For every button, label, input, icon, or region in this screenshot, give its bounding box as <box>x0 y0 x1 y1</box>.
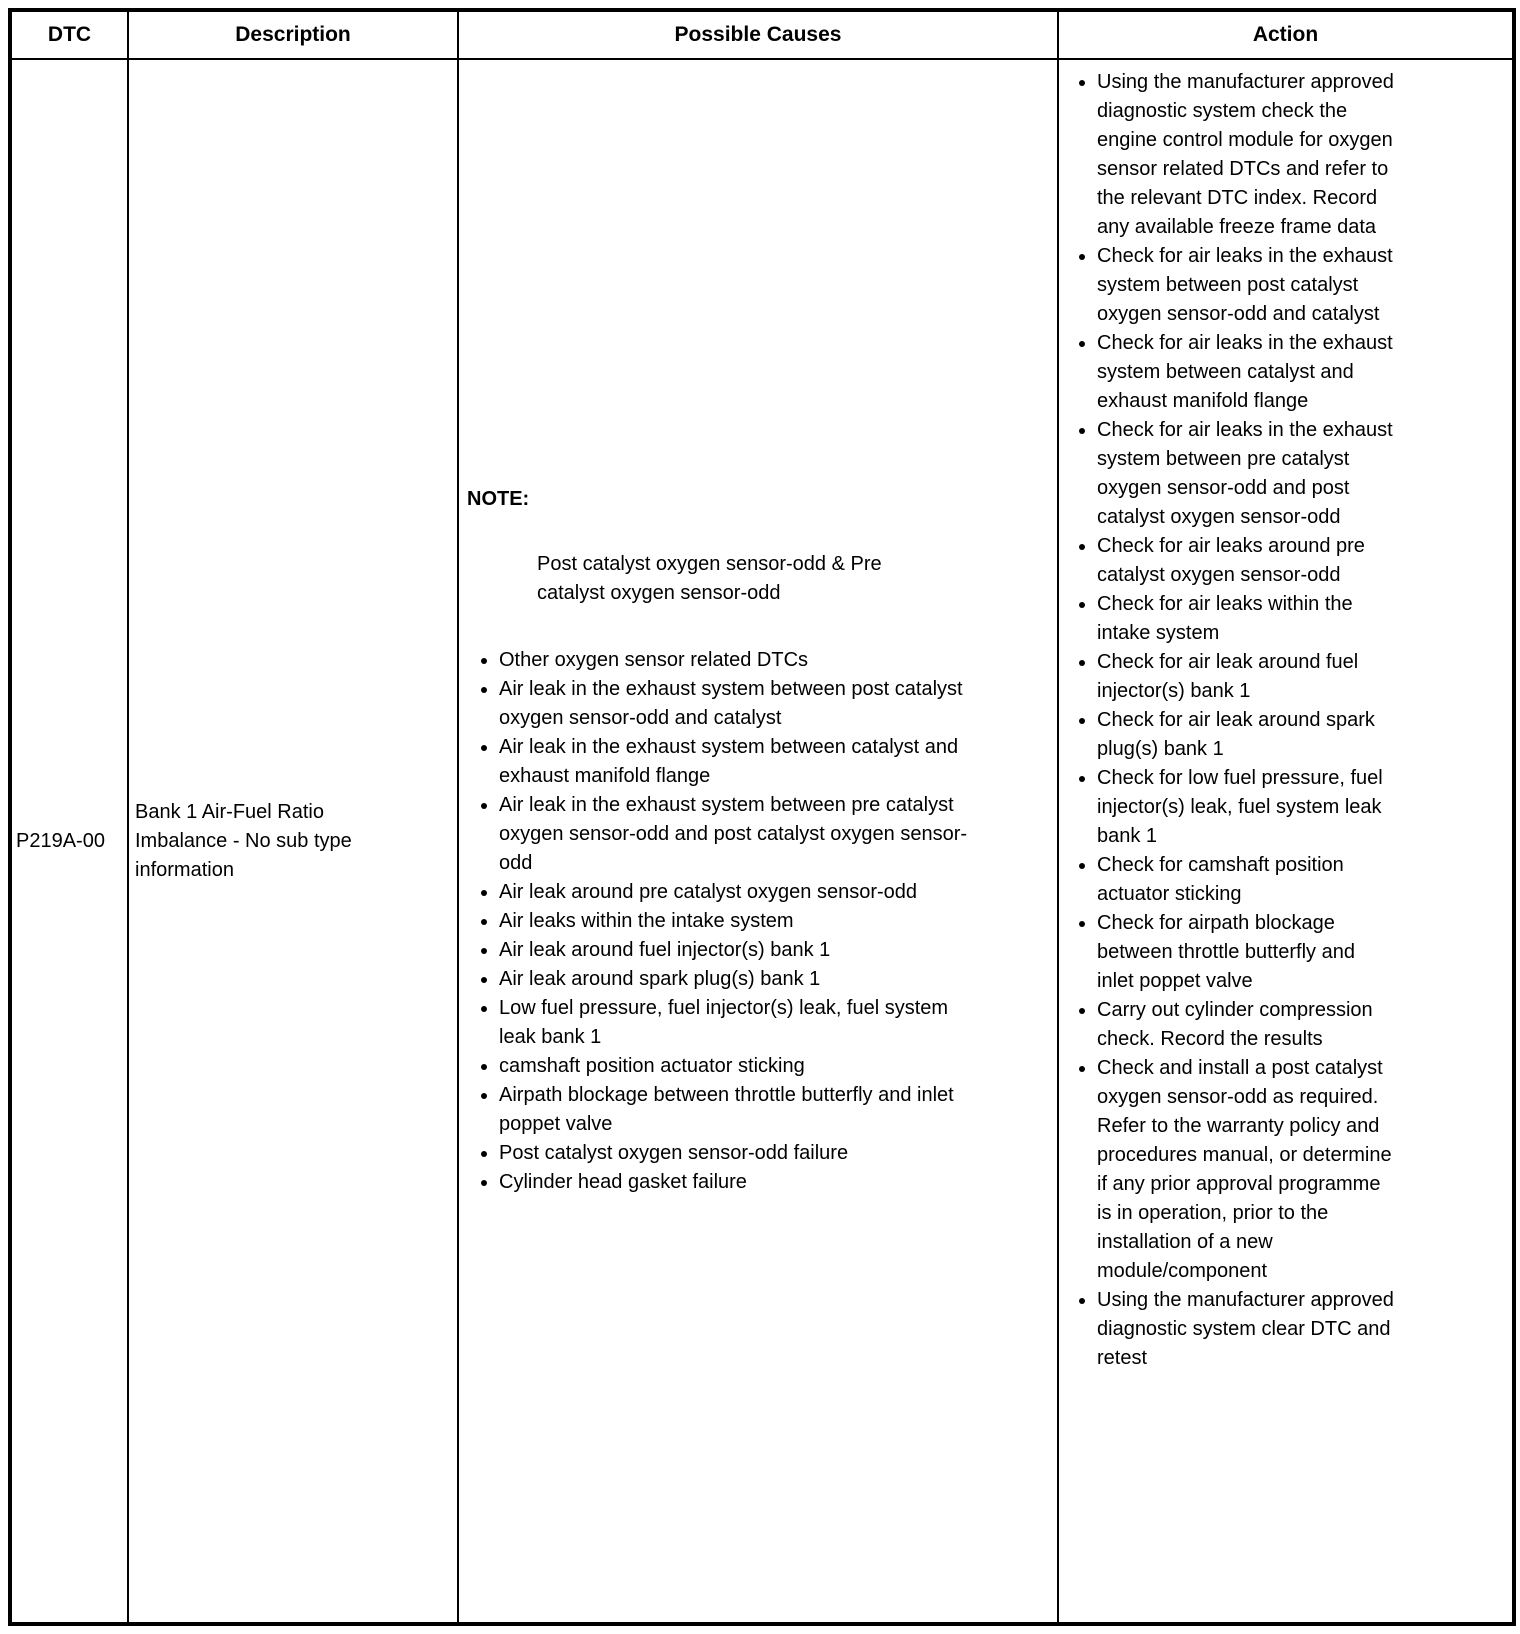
action-item: • Check for air leaks in the exhaust system between post catalyst oxygen sensor-odd and catalyst <box>1097 242 1397 329</box>
possible-cause-item: • Air leak around spark plug(s) bank 1 <box>499 965 979 994</box>
header-description: Description <box>128 10 458 59</box>
description-text: Bank 1 Air-Fuel Ratio Imbalance - No sub type information <box>135 800 352 881</box>
action-item: • Check for low fuel pressure, fuel injector(s) leak, fuel system leak bank 1 <box>1097 764 1397 851</box>
possible-cause-item: • Air leak around fuel injector(s) bank 1 <box>499 936 979 965</box>
action-cell <box>1058 59 1514 1624</box>
action-item: • Using the manufacturer approved diagnostic system check the engine control module for oxygen sensor related DTCs and refer to the relevant DTC index. Record any available freeze frame data <box>1097 68 1397 242</box>
action-item: • Carry out cylinder compression check. Record the results <box>1097 996 1397 1054</box>
possible-causes-list <box>467 646 1049 1197</box>
action-item: • Check for air leaks in the exhaust system between catalyst and exhaust manifold flange <box>1097 329 1397 416</box>
description-cell <box>128 59 458 1624</box>
table-header-row <box>10 10 1514 59</box>
possible-cause-item: • camshaft position actuator sticking <box>499 1052 979 1081</box>
possible-cause-item: • Post catalyst oxygen sensor-odd failure <box>499 1139 979 1168</box>
action-item: • Check for airpath blockage between throttle butterfly and inlet poppet valve <box>1097 909 1397 996</box>
possible-causes-cell <box>458 59 1058 1624</box>
table-row <box>10 59 1514 1624</box>
action-item: • Check for camshaft position actuator sticking <box>1097 851 1397 909</box>
note-label: NOTE: <box>467 488 530 510</box>
note-text: Post catalyst oxygen sensor-odd & Pre catalyst oxygen sensor-odd <box>537 553 882 604</box>
possible-cause-item: • Air leak in the exhaust system between pre catalyst oxygen sensor-odd and post catalyst oxygen sensor-odd <box>499 791 979 878</box>
action-item: • Check for air leaks within the intake system <box>1097 590 1397 648</box>
dtc-code: P219A-00 <box>16 829 105 852</box>
action-item: • Using the manufacturer approved diagnostic system clear DTC and retest <box>1097 1286 1397 1373</box>
dtc-cell <box>10 59 128 1624</box>
action-item: • Check for air leak around spark plug(s) bank 1 <box>1097 706 1397 764</box>
possible-cause-item: • Cylinder head gasket failure <box>499 1168 979 1197</box>
possible-cause-item: • Air leak in the exhaust system between post catalyst oxygen sensor-odd and catalyst <box>499 675 979 733</box>
possible-cause-item: • Air leak in the exhaust system between catalyst and exhaust manifold flange <box>499 733 979 791</box>
possible-cause-item: • Air leaks within the intake system <box>499 907 979 936</box>
possible-cause-item: • Air leak around pre catalyst oxygen sensor-odd <box>499 878 979 907</box>
action-item: • Check for air leaks in the exhaust system between pre catalyst oxygen sensor-odd and post catalyst oxygen sensor-odd <box>1097 416 1397 532</box>
dtc-table <box>8 8 1516 1626</box>
possible-cause-item: • Airpath blockage between throttle butterfly and inlet poppet valve <box>499 1081 979 1139</box>
header-possible-causes: Possible Causes <box>458 10 1058 59</box>
header-action: Action <box>1058 10 1514 59</box>
action-item: • Check for air leak around fuel injector(s) bank 1 <box>1097 648 1397 706</box>
header-dtc: DTC <box>10 10 128 59</box>
possible-cause-item: • Other oxygen sensor related DTCs <box>499 646 979 675</box>
action-list <box>1067 68 1508 1373</box>
possible-cause-item: • Low fuel pressure, fuel injector(s) leak, fuel system leak bank 1 <box>499 994 979 1052</box>
action-item: • Check for air leaks around pre catalyst oxygen sensor-odd <box>1097 532 1397 590</box>
action-item: • Check and install a post catalyst oxygen sensor-odd as required. Refer to the warranty policy and procedures manual, or determine if any prior approval programme is in operation, prior to the installation of a new module/component <box>1097 1054 1397 1286</box>
